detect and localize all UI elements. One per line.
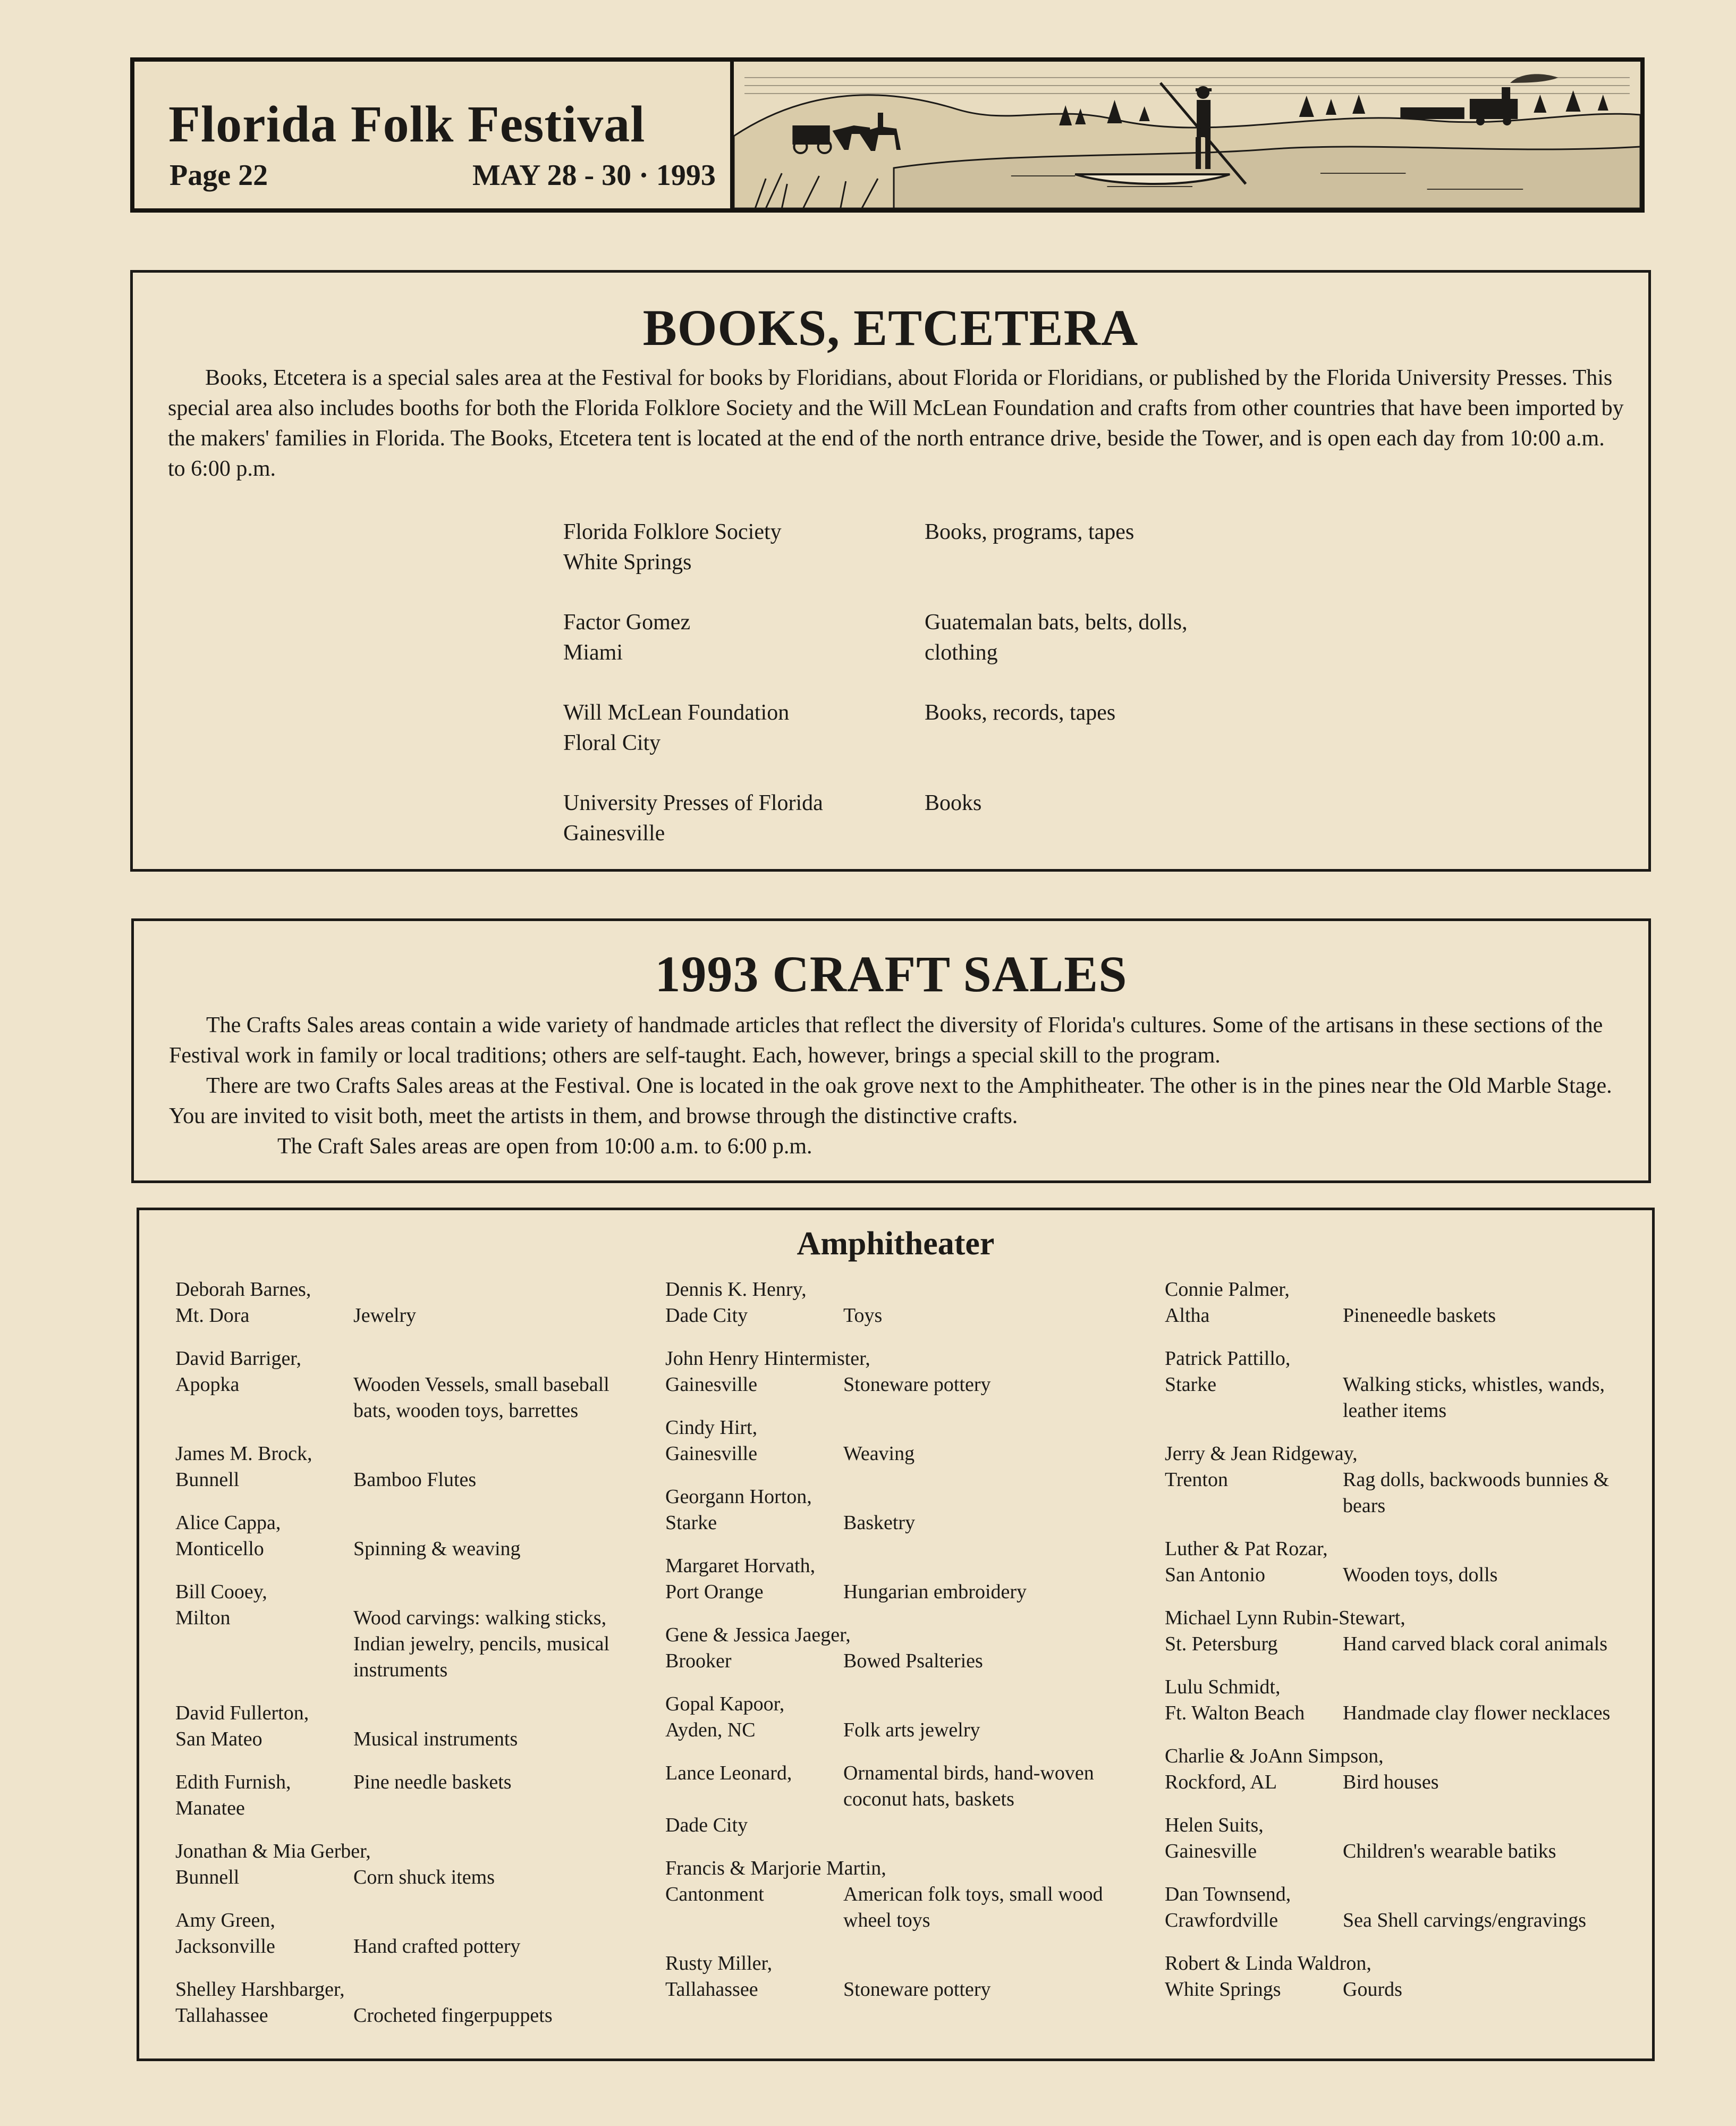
vendor-items: Books, programs, tapes	[925, 520, 1134, 544]
artisan-name-line	[175, 1579, 643, 1605]
artisan-location: Monticello	[175, 1538, 264, 1560]
craft-description-2: There are two Crafts Sales areas at the Festival. One is located in the oak grove next to the Amphitheater. The other is in the pines near the Old Marble Stage. You are invited to visit both, meet the artists in them, and browse through the distinctive crafts.	[169, 1074, 1612, 1128]
artisan-location: St. Petersburg	[1165, 1633, 1278, 1655]
artisan-craft: Toys	[843, 1304, 883, 1327]
artisan-place-line	[665, 1372, 1133, 1398]
artisan-location: Dade City	[665, 1304, 748, 1327]
artisan-location: Mt. Dora	[175, 1304, 250, 1327]
artisan-name: Jerry & Jean Ridgeway,	[1165, 1442, 1358, 1465]
artisan-location: Ft. Walton Beach	[1165, 1702, 1305, 1724]
artisan-craft: Spinning & weaving	[353, 1538, 521, 1560]
artisan-name-line	[175, 1277, 643, 1303]
artisan-craft: American folk toys, small wood wheel toys	[843, 1883, 1103, 1931]
artisan-name: Shelley Harshbarger,	[175, 1978, 345, 2001]
artisan-craft: Hand crafted pottery	[353, 1935, 521, 1958]
artisan-name-line	[1165, 1346, 1632, 1372]
amphitheater-section	[137, 1208, 1655, 2061]
artisan-place-line	[665, 1977, 1133, 2003]
artisan-entry	[175, 1838, 643, 1891]
artisan-name: Amy Green,	[175, 1909, 275, 1931]
artisan-location: Brooker	[665, 1650, 732, 1672]
artisan-place-line	[175, 1467, 643, 1493]
masthead-title-panel	[134, 62, 734, 208]
artisan-column-2	[665, 1277, 1133, 2020]
artisan-place-line	[665, 1882, 1133, 1934]
artisan-craft: Pineneedle baskets	[1343, 1304, 1496, 1327]
artisan-name-line	[175, 1700, 643, 1726]
artisan-entry	[1165, 1882, 1632, 1934]
artisan-craft: Corn shuck items	[353, 1866, 495, 1888]
artisan-location: Bunnell	[175, 1469, 240, 1491]
artisan-name: Robert & Linda Waldron,	[1165, 1952, 1371, 1975]
artisan-location: Tallahassee	[665, 1978, 758, 2001]
artisan-place-line	[1165, 1908, 1632, 1934]
vendor-name: Will McLean Foundation	[563, 701, 790, 725]
artisan-place-line	[665, 1812, 1133, 1838]
artisan-place-line	[1165, 1562, 1632, 1588]
publication-title: Florida Folk Festival	[168, 96, 646, 153]
artisan-name: Alice Cappa,	[175, 1512, 281, 1534]
artisan-name-line	[175, 1838, 643, 1865]
books-section-title: BOOKS, ETCETERA	[642, 299, 1139, 356]
artisan-craft: Crocheted fingerpuppets	[353, 2004, 553, 2027]
artisan-craft: Basketry	[843, 1512, 916, 1534]
artisan-name-line	[175, 1441, 643, 1467]
artisan-name-line	[1165, 1812, 1632, 1838]
landscape-drawing	[734, 62, 1640, 208]
artisan-place-line	[175, 1795, 643, 1821]
artisan-craft: Weaving	[843, 1442, 915, 1465]
artisan-craft: Stoneware pottery	[843, 1373, 991, 1396]
vendor-entry	[563, 517, 1360, 608]
artisan-entry	[1165, 1674, 1632, 1726]
artisan-craft: Wooden toys, dolls	[1343, 1564, 1498, 1586]
artisan-entry	[665, 1855, 1133, 1934]
artisan-location: Crawfordville	[1165, 1909, 1278, 1931]
artisan-place-line	[665, 1510, 1133, 1536]
artisan-entry	[175, 1277, 643, 1329]
artisan-name: Bill Cooey,	[175, 1581, 267, 1603]
artisan-location: Gainesville	[665, 1373, 758, 1396]
artisan-entry	[175, 1908, 643, 1960]
artisan-location: Bunnell	[175, 1866, 240, 1888]
artisan-craft: Ornamental birds, hand-woven coconut hats, baskets	[843, 1762, 1094, 1810]
artisan-name: John Henry Hintermister,	[665, 1347, 870, 1370]
craft-sales-section	[131, 918, 1651, 1183]
vendor-items: Guatemalan bats, belts, dolls, clothing	[925, 610, 1188, 665]
artisan-name: Dan Townsend,	[1165, 1883, 1291, 1905]
artisan-name-line	[1165, 1605, 1632, 1631]
artisan-entry	[665, 1951, 1133, 2003]
artisan-place-line	[1165, 1631, 1632, 1657]
artisan-name-line	[1165, 1743, 1632, 1769]
vendor-entry	[563, 788, 1360, 879]
artisan-craft: Musical instruments	[353, 1728, 518, 1750]
artisan-name: Margaret Horvath,	[665, 1555, 816, 1577]
artisan-name: Jonathan & Mia Gerber,	[175, 1840, 371, 1862]
artisan-location: Cantonment	[665, 1883, 764, 1905]
vendor-items: Books, records, tapes	[925, 701, 1116, 725]
artisan-place-line	[1165, 1372, 1632, 1424]
artisan-location: Dade City	[665, 1814, 748, 1836]
artisan-name: Deborah Barnes,	[175, 1278, 311, 1301]
artisan-name-line	[665, 1553, 1133, 1579]
artisan-entry	[1165, 1277, 1632, 1329]
artisan-name: Cindy Hirt,	[665, 1416, 758, 1439]
artisan-location: Rockford, AL	[1165, 1771, 1277, 1793]
artisan-entry	[665, 1277, 1133, 1329]
artisan-entry	[665, 1415, 1133, 1467]
artisan-place-line	[175, 1372, 643, 1424]
artisan-name-line	[665, 1855, 1133, 1882]
artisan-name: Lance Leonard,	[665, 1762, 792, 1784]
artisan-name-line	[1165, 1536, 1632, 1562]
craft-hours: The Craft Sales areas are open from 10:00 a.m. to 6:00 p.m.	[277, 1134, 812, 1159]
artisan-entry	[1165, 1743, 1632, 1795]
artisan-craft: Stoneware pottery	[843, 1978, 991, 2001]
books-vendor-list	[563, 517, 1360, 879]
artisan-name: James M. Brock,	[175, 1442, 312, 1465]
artisan-place-line	[175, 2003, 643, 2029]
artisan-craft: Pine needle baskets	[353, 1771, 512, 1793]
artisan-entry	[665, 1622, 1133, 1674]
artisan-name-line	[665, 1484, 1133, 1510]
artisan-name-line	[1165, 1674, 1632, 1700]
artisan-name: Michael Lynn Rubin-Stewart,	[1165, 1607, 1405, 1629]
artisan-place-line	[175, 1726, 643, 1752]
artisan-name-line	[1165, 1882, 1632, 1908]
artisan-location: Ayden, NC	[665, 1719, 756, 1741]
artisan-name: David Fullerton,	[175, 1702, 309, 1724]
artisan-name: Georgann Horton,	[665, 1486, 812, 1508]
artisan-name-line	[175, 1769, 643, 1795]
artisan-place-line	[665, 1441, 1133, 1467]
artisan-place-line	[1165, 1769, 1632, 1795]
artisan-location: Gainesville	[665, 1442, 758, 1465]
artisan-craft: Bird houses	[1343, 1771, 1439, 1793]
artisan-name-line	[175, 1346, 643, 1372]
festival-dates: MAY 28 - 30 · 1993	[472, 159, 716, 192]
artisan-name: Gopal Kapoor,	[665, 1693, 785, 1715]
artisan-name-line	[665, 1951, 1133, 1977]
craft-description-1: The Crafts Sales areas contain a wide variety of handmade articles that reflect the diversity of Florida's cultures. Some of the artisans in these sections of the Festival work in family or local traditions; others are self-taught. Each, however, brings a special skill to the program.	[169, 1013, 1603, 1068]
artisan-name: Edith Furnish,	[175, 1771, 291, 1793]
artisan-entry	[665, 1484, 1133, 1536]
artisan-name-line	[665, 1277, 1133, 1303]
artisan-entry	[1165, 1812, 1632, 1865]
artisan-name: Dennis K. Henry,	[665, 1278, 807, 1301]
artisan-name-line	[1165, 1277, 1632, 1303]
artisan-craft: Hungarian embroidery	[843, 1581, 1027, 1603]
artisan-entry	[1165, 1346, 1632, 1424]
artisan-entry	[665, 1760, 1133, 1838]
artisan-location: Jacksonville	[175, 1935, 275, 1958]
vendor-name: University Presses of Florida	[563, 791, 823, 815]
vendor-items: Books	[925, 791, 982, 815]
artisan-location: Milton	[175, 1607, 231, 1629]
artisan-column-1	[175, 1277, 643, 2046]
artisan-craft: Hand carved black coral animals	[1343, 1633, 1607, 1655]
artisan-location: Gainesville	[1165, 1840, 1257, 1862]
artisan-entry	[175, 1977, 643, 2029]
artisan-name-line	[1165, 1441, 1632, 1467]
artisan-place-line	[1165, 1838, 1632, 1865]
artisan-place-line	[175, 1934, 643, 1960]
artisan-entry	[665, 1346, 1133, 1398]
artisan-place-line	[1165, 1700, 1632, 1726]
artisan-craft: Bamboo Flutes	[353, 1469, 477, 1491]
artisan-craft: Bowed Psalteries	[843, 1650, 983, 1672]
page-number: Page 22	[170, 159, 268, 192]
artisan-entry	[1165, 1441, 1632, 1519]
artisan-place-line	[175, 1536, 643, 1562]
artisan-name-line	[175, 1977, 643, 2003]
artisan-craft: Wooden Vessels, small baseball bats, wooden toys, barrettes	[353, 1373, 609, 1422]
vendor-location: Floral City	[563, 731, 661, 755]
artisan-location: Altha	[1165, 1304, 1210, 1327]
artisan-location: Apopka	[175, 1373, 240, 1396]
artisan-place-line	[665, 1717, 1133, 1743]
artisan-craft: Children's wearable batiks	[1343, 1840, 1556, 1862]
artisan-location: San Antonio	[1165, 1564, 1265, 1586]
pioneer-landscape-illustration	[734, 62, 1640, 208]
artisan-entry	[175, 1441, 643, 1493]
books-etcetera-section	[130, 270, 1651, 872]
artisan-name-line	[1165, 1951, 1632, 1977]
artisan-name: Rusty Miller,	[665, 1952, 773, 1975]
artisan-name: David Barriger,	[175, 1347, 301, 1370]
artisan-location: San Mateo	[175, 1728, 262, 1750]
vendor-name: Factor Gomez	[563, 610, 691, 635]
artisan-place-line	[175, 1865, 643, 1891]
vendor-location: Gainesville	[563, 821, 665, 846]
artisan-name: Lulu Schmidt,	[1165, 1676, 1281, 1698]
artisan-name-line	[175, 1908, 643, 1934]
artisan-place-line	[175, 1303, 643, 1329]
artisan-place-line	[1165, 1467, 1632, 1519]
vendor-entry	[563, 608, 1360, 698]
artisan-entry	[1165, 1536, 1632, 1588]
artisan-place-line	[665, 1579, 1133, 1605]
books-description: Books, Etcetera is a special sales area at the Festival for books by Floridians, about Florida or Floridians, or published by the Florida University Presses. This special area also includes booths for both the Florida Folklore Society and the Will McLean Foundation and crafts from other countries that have been imported by the makers' families in Florida. The Books, Etcetera tent is located at the end of the north entrance drive, beside the Tower, and is open each day from 10:00 a.m. to 6:00 p.m.	[168, 366, 1624, 481]
artisan-craft: Handmade clay flower necklaces	[1343, 1702, 1611, 1724]
artisan-place-line	[1165, 1977, 1632, 2003]
artisan-name-line	[665, 1622, 1133, 1648]
vendor-name: Florida Folklore Society	[563, 520, 782, 544]
artisan-name: Charlie & JoAnn Simpson,	[1165, 1745, 1384, 1767]
artisan-name: Francis & Marjorie Martin,	[665, 1857, 886, 1879]
artisan-entry	[1165, 1605, 1632, 1657]
artisan-entry	[175, 1769, 643, 1821]
artisan-craft: Gourds	[1343, 1978, 1402, 2001]
artisan-entry	[1165, 1951, 1632, 2003]
artisan-location: Starke	[1165, 1373, 1217, 1396]
artisan-name-line	[665, 1415, 1133, 1441]
artisan-location: Tallahassee	[175, 2004, 268, 2027]
vendor-entry	[563, 698, 1360, 788]
masthead	[130, 57, 1645, 213]
artisan-entry	[665, 1691, 1133, 1743]
artisan-name: Gene & Jessica Jaeger,	[665, 1624, 851, 1646]
artisan-location: Starke	[665, 1512, 717, 1534]
artisan-place-line	[665, 1303, 1133, 1329]
artisan-entry	[175, 1510, 643, 1562]
artisan-entry	[175, 1346, 643, 1424]
artisan-craft: Walking sticks, whistles, wands, leather items	[1343, 1373, 1605, 1422]
artisan-location: Manatee	[175, 1797, 245, 1819]
artisan-location: White Springs	[1165, 1978, 1281, 2001]
craft-section-title: 1993 CRAFT SALES	[655, 946, 1128, 1002]
artisan-place-line	[1165, 1303, 1632, 1329]
artisan-place-line	[175, 1605, 643, 1683]
artisan-name-line	[175, 1510, 643, 1536]
artisan-entry	[175, 1579, 643, 1683]
artisan-craft: Wood carvings: walking sticks, Indian jewelry, pencils, musical instruments	[353, 1607, 609, 1681]
artisan-location: Port Orange	[665, 1581, 764, 1603]
artisan-craft: Jewelry	[353, 1304, 417, 1327]
artisan-location: Trenton	[1165, 1469, 1228, 1491]
amphitheater-title: Amphitheater	[797, 1226, 995, 1262]
artisan-name: Connie Palmer,	[1165, 1278, 1290, 1301]
artisan-name: Patrick Pattillo,	[1165, 1347, 1291, 1370]
artisan-name: Helen Suits,	[1165, 1814, 1264, 1836]
artisan-craft: Sea Shell carvings/engravings	[1343, 1909, 1587, 1931]
artisan-place-line	[665, 1648, 1133, 1674]
artisan-craft: Rag dolls, backwoods bunnies & bears	[1343, 1469, 1610, 1517]
artisan-craft: Folk arts jewelry	[843, 1719, 980, 1741]
artisan-entry	[175, 1700, 643, 1752]
artisan-column-3	[1165, 1277, 1632, 2020]
artisan-entry	[665, 1553, 1133, 1605]
vendor-location: Miami	[563, 640, 623, 665]
vendor-location: White Springs	[563, 550, 692, 575]
artisan-name-line	[665, 1346, 1133, 1372]
artisan-name: Luther & Pat Rozar,	[1165, 1538, 1328, 1560]
artisan-name-line	[665, 1691, 1133, 1717]
artisan-name-line	[665, 1760, 1133, 1812]
